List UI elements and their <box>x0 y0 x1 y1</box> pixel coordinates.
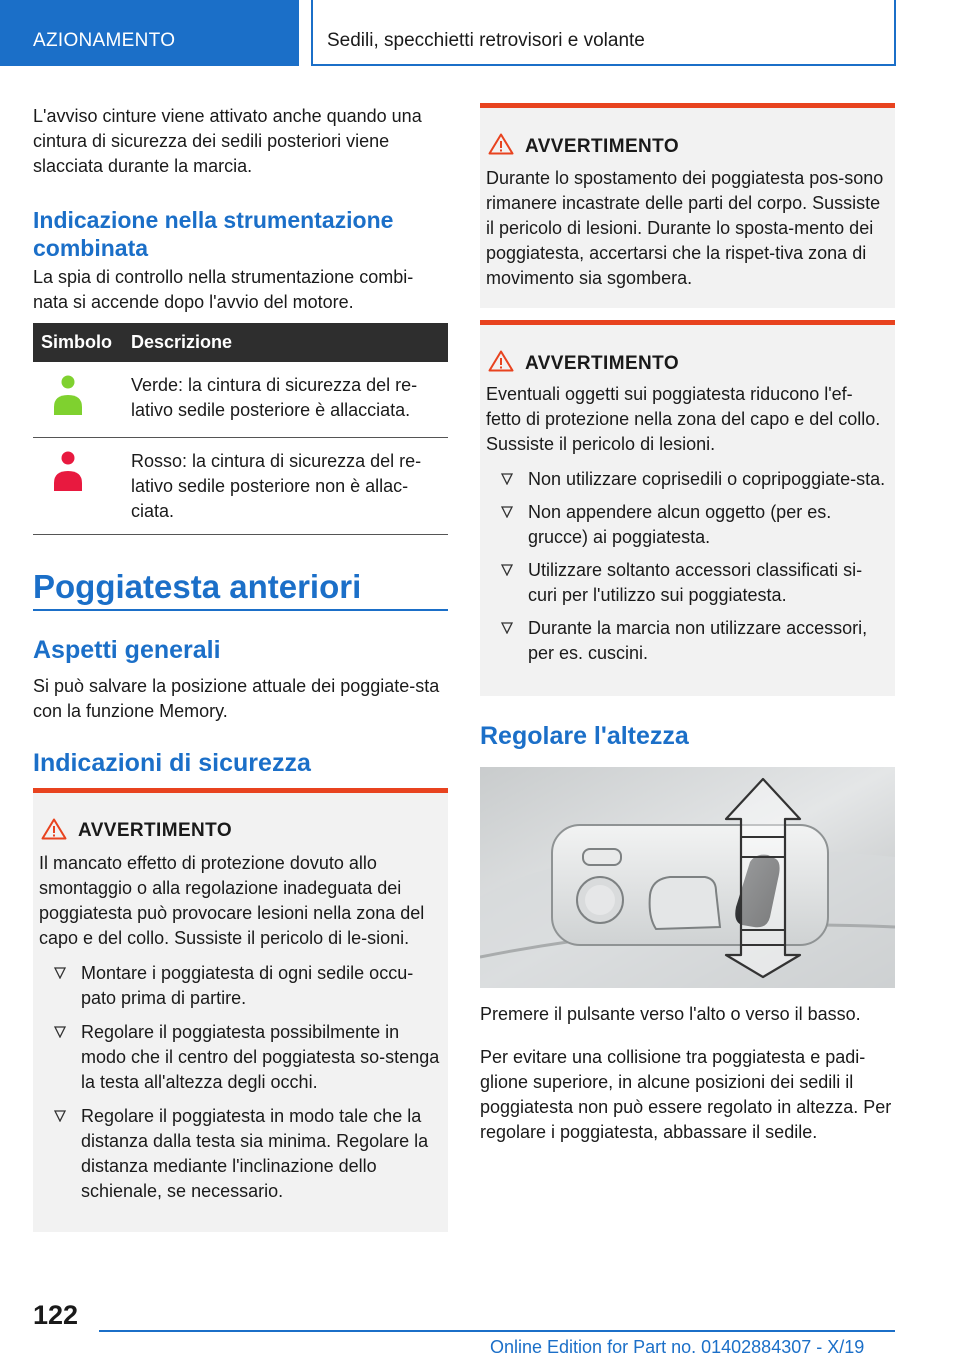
list-item-text: Non utilizzare coprisedili o copripoggiate-sta. <box>528 469 886 489</box>
warning-text: Eventuali oggetti sui poggiatesta riducono l'ef-fetto di protezione nella zona del capo e del collo. Sussiste il pericolo di lesioni. <box>486 384 881 454</box>
seatbelt-red-icon <box>52 451 92 497</box>
seatbelt-green-icon <box>52 375 92 421</box>
warning-text: Il mancato effetto di protezione dovuto allo smontaggio o alla regolazione inadeguata dei poggiatesta può provocare lesioni nella zona del capo e del collo. Sussiste il pericolo di le-sioni. <box>39 853 425 948</box>
seat-control-illustration <box>480 767 895 988</box>
section-heading: Poggiatesta anteriori <box>33 567 448 611</box>
warning-content <box>486 382 886 666</box>
bullet-triangle-icon <box>501 473 513 485</box>
warning-triangle-icon <box>488 350 514 372</box>
warning-content <box>39 851 441 1204</box>
footer-divider <box>99 1330 895 1332</box>
header-section-tab <box>0 0 299 66</box>
bullet-triangle-icon <box>54 1026 66 1038</box>
table-row <box>33 437 448 534</box>
indicator-text: La spia di controllo nella strumentazione combi-nata si accende dopo l'avvio del motore. <box>33 267 414 312</box>
general-heading: Aspetti generali <box>33 636 221 664</box>
warning-text: Durante lo spostamento dei poggiatesta pos-sono rimanere incastrate delle parti del corpo. Sussiste il pericolo di lesioni. Durante lo sposta-mento dei poggiatesta, accertarsi che la rispet-tiva zona di movimento sia sgombera. <box>486 168 884 288</box>
table-header-symbol: Simbolo <box>33 323 121 362</box>
warning-triangle-icon <box>41 818 67 840</box>
warning-box <box>480 103 895 308</box>
list-item-text: Utilizzare soltanto accessori classificati si-curi per l'utilizzo sui poggiatesta. <box>528 560 863 605</box>
warning-title: AVVERTIMENTO <box>525 136 679 157</box>
list-item <box>486 500 886 550</box>
table-cell-symbol <box>33 362 121 437</box>
bullet-triangle-icon <box>501 506 513 518</box>
safety-heading: Indicazioni di sicurezza <box>33 749 311 777</box>
list-item <box>39 1104 441 1204</box>
indicator-heading: Indicazione nella strumentazione combinata <box>33 207 394 261</box>
table-row <box>33 362 448 437</box>
footer-edition: Online Edition for Part no. 01402884307 - X/19 <box>490 1337 865 1357</box>
list-item-text: Montare i poggiatesta di ogni sedile occu-pato prima di partire. <box>81 963 414 1008</box>
list-item-text: Regolare il poggiatesta possibilmente in modo che il centro del poggiatesta so-stenga la testa all'altezza degli occhi. <box>81 1022 440 1092</box>
header-chapter-box <box>311 0 896 66</box>
seat-control-image <box>480 767 895 988</box>
table-cell-description: Verde: la cintura di sicurezza del re-lativo sedile posteriore è allacciata. <box>121 362 448 437</box>
list-item <box>39 961 441 1011</box>
header-chapter-label: Sedili, specchietti retrovisori e volante <box>327 30 645 51</box>
height-text-1: Premere il pulsante verso l'alto o verso il basso. <box>480 1004 861 1024</box>
header-section-label: AZIONAMENTO <box>33 30 176 51</box>
warning-box <box>33 788 448 1232</box>
page-number: 122 <box>33 1300 79 1330</box>
list-item <box>486 558 886 608</box>
symbol-table <box>33 323 448 535</box>
list-item-text: Non appendere alcun oggetto (per es. grucce) ai poggiatesta. <box>528 502 832 547</box>
symbol-table-wrap <box>33 323 448 535</box>
warning-title: AVVERTIMENTO <box>525 353 679 374</box>
bullet-triangle-icon <box>54 967 66 979</box>
height-heading: Regolare l'altezza <box>480 722 689 750</box>
warning-content <box>486 166 892 291</box>
warning-title: AVVERTIMENTO <box>78 820 232 841</box>
list-item <box>39 1020 441 1095</box>
list-item <box>486 467 886 492</box>
bullet-triangle-icon <box>54 1110 66 1122</box>
warning-box <box>480 320 895 696</box>
seatbelt-intro-text: L'avviso cinture viene attivato anche quando una cintura di sicurezza dei sedili posteriori viene slacciata durante la marcia. <box>33 106 422 176</box>
bullet-triangle-icon <box>501 564 513 576</box>
list-item-text: Regolare il poggiatesta in modo tale che la distanza dalla testa sia minima. Regolare la distanza mediante l'inclinazione dello schienale, se necessario. <box>81 1106 429 1201</box>
bullet-triangle-icon <box>501 622 513 634</box>
table-cell-symbol <box>33 437 121 534</box>
list-item-text: Durante la marcia non utilizzare accessori, per es. cuscini. <box>528 618 868 663</box>
warning-triangle-icon <box>488 133 514 155</box>
height-text-2: Per evitare una collisione tra poggiatesta e padi-glione superiore, in alcune posizioni dei sedili il poggiatesta non può essere regolato in altezza. Per regolare i poggiatesta, abbassare il sedile. <box>480 1047 892 1142</box>
general-text: Si può salvare la posizione attuale dei poggiate-sta con la funzione Memory. <box>33 676 440 721</box>
table-cell-description: Rosso: la cintura di sicurezza del re-lativo sedile posteriore non è allac-ciata. <box>121 437 448 534</box>
list-item <box>486 616 886 666</box>
table-header-description: Descrizione <box>121 323 448 362</box>
